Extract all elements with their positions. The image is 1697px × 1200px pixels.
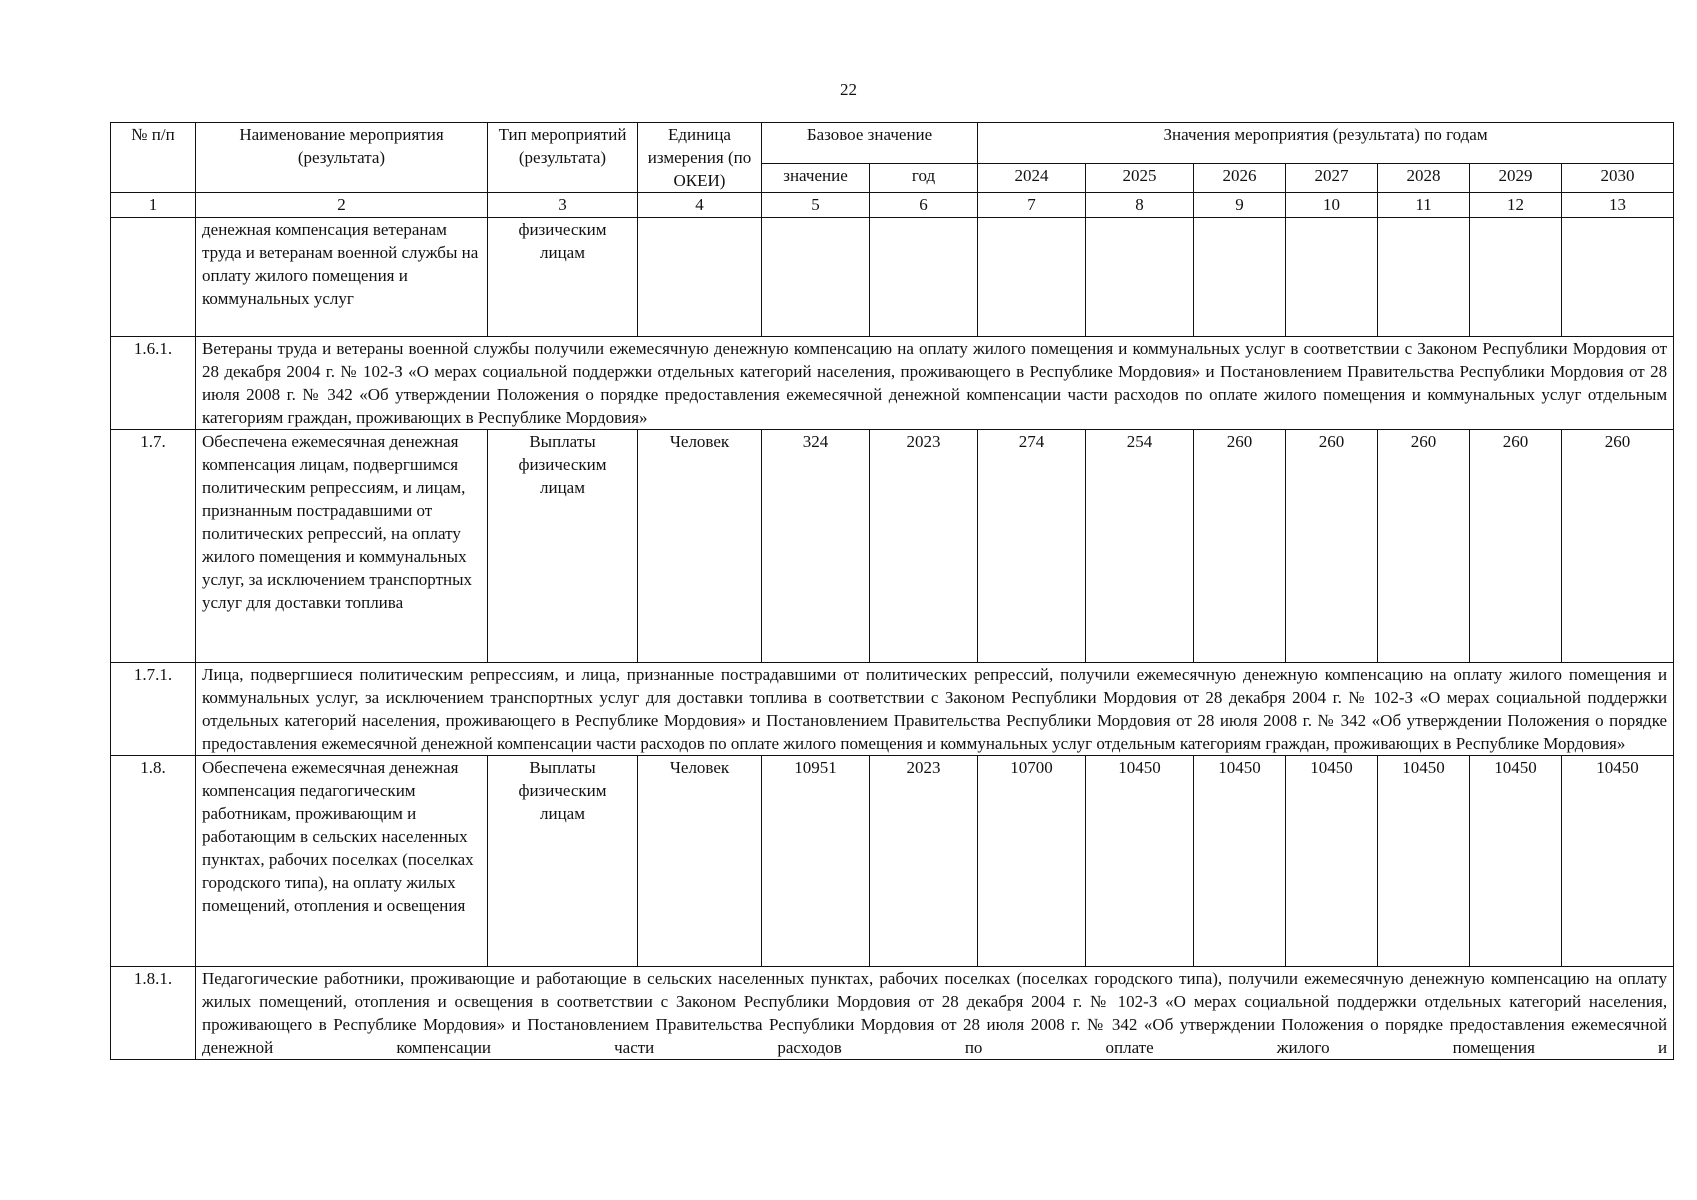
table-row-1-8: [111, 756, 1674, 967]
value-2030: 260: [1562, 430, 1674, 663]
table-row-continued: [111, 218, 1674, 337]
value-2026: 10450: [1194, 756, 1286, 967]
column-number: 3: [488, 193, 638, 218]
base-year: 2023: [870, 430, 978, 663]
indicators-table: [110, 122, 1674, 1060]
value-2028: 10450: [1378, 756, 1470, 967]
measure-name: Обеспечена ежемесячная денежная компенсация педагогическим работникам, проживающим и работающим в сельских населенных пунктах, рабочих поселках (поселках городского типа), на оплату жилых помещений, отопления и освещения: [196, 756, 488, 967]
value-2029: 10450: [1470, 756, 1562, 967]
header-type: Тип мероприятий (результата): [488, 123, 638, 193]
header-year-2028: 2028: [1378, 164, 1470, 193]
row-number: 1.8.: [111, 756, 196, 967]
column-number: 4: [638, 193, 762, 218]
header-year-2024: 2024: [978, 164, 1086, 193]
row-number: 1.8.1.: [111, 967, 196, 1060]
header-year-2025: 2025: [1086, 164, 1194, 193]
base-value: 324: [762, 430, 870, 663]
header-year-2027: 2027: [1286, 164, 1378, 193]
value-2030: 10450: [1562, 756, 1674, 967]
column-number: 12: [1470, 193, 1562, 218]
value-2025: 10450: [1086, 756, 1194, 967]
table-row-1-6-1: [111, 337, 1674, 430]
table-row-1-7: [111, 430, 1674, 663]
value-2027: 10450: [1286, 756, 1378, 967]
base-year: 2023: [870, 756, 978, 967]
value-2027: 260: [1286, 430, 1378, 663]
header-row-1: [111, 123, 1674, 164]
result-description: Педагогические работники, проживающие и работающие в сельских населенных пунктах, рабочих поселках (поселках городского типа), получили ежемесячную денежную компенсацию на оплату жилых помещений, отопления и освещения в соответствии с Законом Республики Мордовия от 28 декабря 2004 г. № 102-З «О мерах социальной поддержки отдельных категорий населения, проживающего в Республике Мордовия» и Постановлением Правительства Республики Мордовия от 28 июля 2008 г. № 342 «Об утверждении Положения о порядке предоставления ежемесячной денежной компенсации части расходов по оплате жилого помещения и: [196, 967, 1674, 1060]
header-base-value: значение: [762, 164, 870, 193]
measure-name: денежная компенсация ветеранам труда и ветеранам военной службы на оплату жилого помещения и коммунальных услуг: [196, 218, 488, 337]
measure-unit: Человек: [638, 430, 762, 663]
header-name: Наименование мероприятия (результата): [196, 123, 488, 193]
column-number: 6: [870, 193, 978, 218]
column-number: 11: [1378, 193, 1470, 218]
value-2024: 274: [978, 430, 1086, 663]
measure-name: Обеспечена ежемесячная денежная компенсация лицам, подвергшимся политическим репрессиям, и лицам, признанным пострадавшими от политических репрессий, на оплату жилого помещения и коммунальных услуг, за исключением транспортных услуг для доставки топлива: [196, 430, 488, 663]
table-row-1-7-1: [111, 663, 1674, 756]
value-2024: 10700: [978, 756, 1086, 967]
column-number: 1: [111, 193, 196, 218]
row-number: 1.6.1.: [111, 337, 196, 430]
measure-unit: Человек: [638, 756, 762, 967]
header-year-2030: 2030: [1562, 164, 1674, 193]
table-row-1-8-1: [111, 967, 1674, 1060]
page-number: 22: [840, 80, 857, 99]
header-base-year: год: [870, 164, 978, 193]
column-number: 8: [1086, 193, 1194, 218]
value-2029: 260: [1470, 430, 1562, 663]
header-num: № п/п: [111, 123, 196, 193]
measure-type: Выплаты физическим лицам: [488, 756, 638, 967]
measure-type: физическим лицам: [488, 218, 638, 337]
base-value: 10951: [762, 756, 870, 967]
row-number: 1.7.1.: [111, 663, 196, 756]
column-number: 10: [1286, 193, 1378, 218]
value-2025: 254: [1086, 430, 1194, 663]
column-number: 5: [762, 193, 870, 218]
column-numbers-row: [111, 193, 1674, 218]
result-description: Лица, подвергшиеся политическим репрессиям, и лица, признанные пострадавшими от политических репрессий, получили ежемесячную денежную компенсацию на оплату жилого помещения и коммунальных услуг, за исключением транспортных услуг для доставки топлива в соответствии с Законом Республики Мордовия от 28 декабря 2004 г. № 102-З «О мерах социальной поддержки отдельных категорий населения, проживающего в Республике Мордовия» и Постановлением Правительства Республики Мордовия от 28 июля 2008 г. № 342 «Об утверждении Положения о порядке предоставления ежемесячной денежной компенсации части расходов по оплате жилого помещения и коммунальных услуг отдельным категориям граждан, проживающих в Республике Мордовия»: [196, 663, 1674, 756]
header-year-2026: 2026: [1194, 164, 1286, 193]
column-number: 13: [1562, 193, 1674, 218]
header-year-2029: 2029: [1470, 164, 1562, 193]
header-years: Значения мероприятия (результата) по годам: [978, 123, 1674, 164]
column-number: 7: [978, 193, 1086, 218]
measure-type: Выплаты физическим лицам: [488, 430, 638, 663]
header-base: Базовое значение: [762, 123, 978, 164]
row-number: 1.7.: [111, 430, 196, 663]
result-description: Ветераны труда и ветераны военной службы получили ежемесячную денежную компенсацию на оплату жилого помещения и коммунальных услуг в соответствии с Законом Республики Мордовия от 28 декабря 2004 г. № 102-З «О мерах социальной поддержки отдельных категорий населения, проживающего в Республике Мордовия» и Постановлением Правительства Республики Мордовия от 28 июля 2008 г. № 342 «Об утверждении Положения о порядке предоставления ежемесячной денежной компенсации части расходов по оплате жилого помещения и коммунальных услуг отдельным категориям граждан, проживающих в Республике Мордовия»: [196, 337, 1674, 430]
column-number: 2: [196, 193, 488, 218]
header-unit: Единица измерения (по ОКЕИ): [638, 123, 762, 193]
column-number: 9: [1194, 193, 1286, 218]
value-2026: 260: [1194, 430, 1286, 663]
value-2028: 260: [1378, 430, 1470, 663]
